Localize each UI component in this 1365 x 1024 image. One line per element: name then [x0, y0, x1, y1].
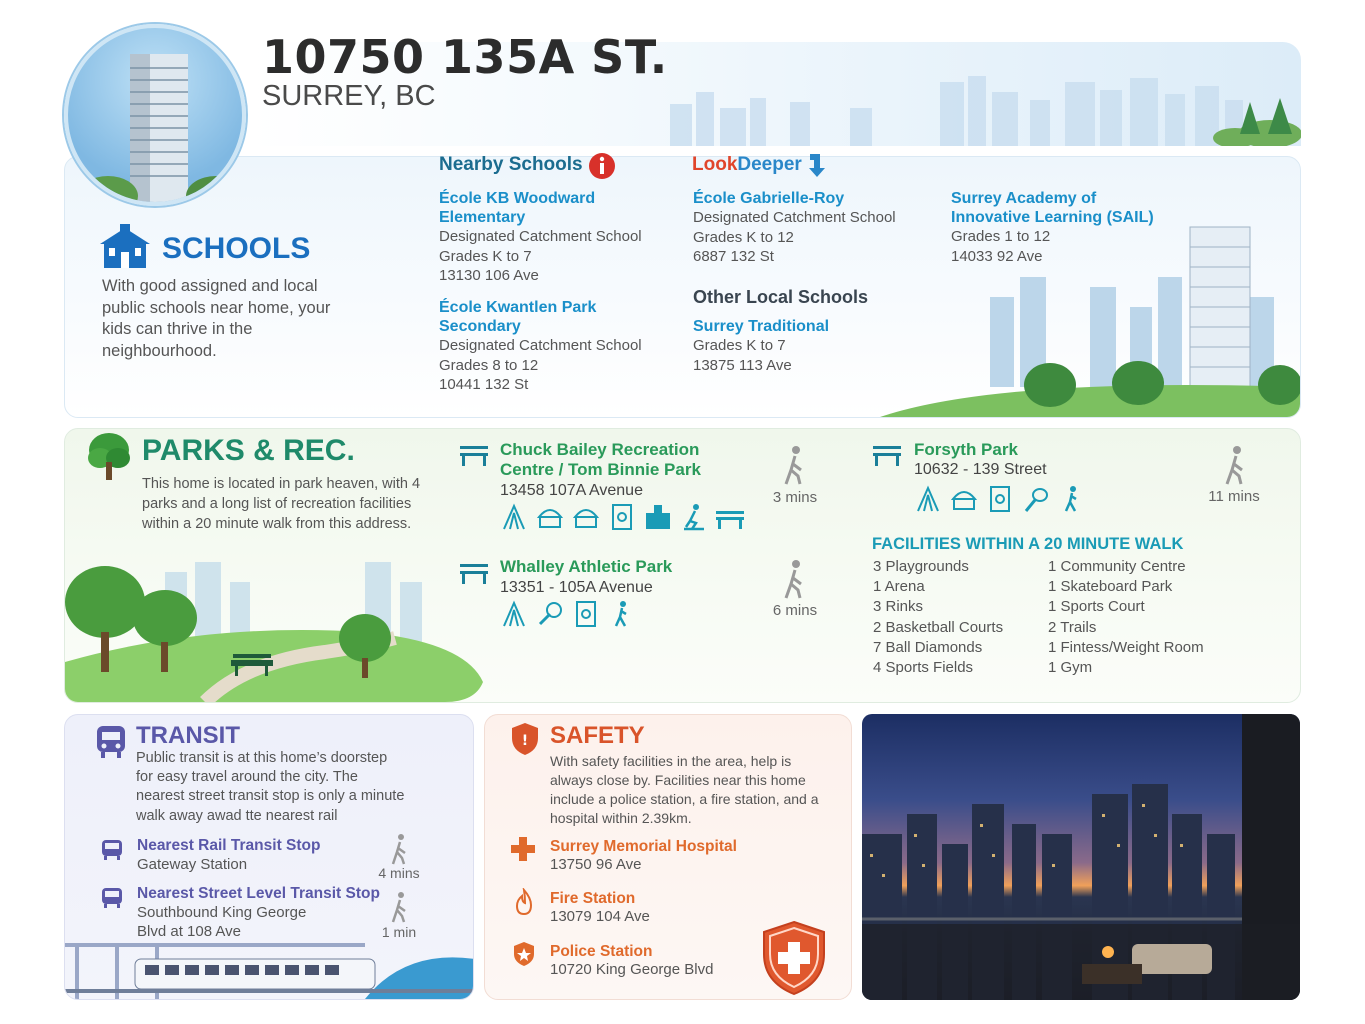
police-station-name: Police Station — [550, 943, 653, 960]
brand-deeper-text: Deeper — [737, 154, 802, 175]
parks-description: This home is located in park heaven, with 4 parks and a long list of recreation facilities within a 20 minute walk from this address. — [142, 476, 421, 532]
fire-station-address: 13079 104 Ave — [550, 908, 650, 925]
rail-stop-name: Gateway Station — [137, 856, 248, 873]
school-icon — [100, 224, 150, 270]
fire-station-name: Fire Station — [550, 890, 636, 907]
community-centre-icon — [644, 503, 672, 531]
school-grades: Grades K to 7 — [693, 337, 786, 354]
school-address: 10441 132 St — [439, 376, 529, 393]
school-entry[interactable] — [951, 189, 1154, 266]
nearby-schools-heading: Nearby Schools — [439, 154, 583, 175]
park-entry[interactable] — [914, 440, 1047, 479]
school-grades: Grades K to 7 — [439, 247, 532, 265]
court-icon — [608, 503, 636, 531]
school-type: Designated Catchment School — [439, 337, 642, 354]
school-address: 6887 132 St — [693, 248, 774, 265]
rail-stop-entry[interactable] — [137, 837, 320, 874]
playground-icon — [914, 485, 942, 513]
school-entry[interactable] — [693, 189, 896, 267]
school-grades: Grades K to 12 — [693, 228, 794, 246]
street-stop-title: Nearest Street Level Transit Stop — [137, 885, 380, 902]
police-station-entry[interactable] — [550, 943, 713, 978]
schools-description: With good assigned and local public schools near home, your kids can thrive in the neighbourhood. — [102, 277, 331, 360]
other-schools-heading: Other Local Schools — [693, 287, 869, 307]
brand-look-text: Look — [692, 154, 738, 175]
street-stop-name: Southbound King George — [137, 904, 307, 921]
walk-icon — [390, 892, 410, 924]
walk-time: 6 mins — [772, 602, 818, 619]
bus-icon — [100, 838, 124, 862]
walk-icon — [782, 446, 808, 486]
building-photo — [64, 24, 246, 206]
facility-item: 3 Rinks — [873, 598, 924, 616]
school-entry[interactable] — [439, 298, 642, 395]
hospital-address: 13750 96 Ave — [550, 856, 642, 873]
street-stop-entry[interactable] — [137, 885, 380, 941]
school-name: École Kwantlen Park — [439, 299, 597, 316]
school-grades: Grades 1 to 12 — [951, 228, 1051, 245]
walk-icon — [390, 834, 410, 866]
rink-icon — [572, 503, 600, 531]
schools-title: SCHOOLS — [162, 232, 311, 265]
park-address: 13458 107A Avenue — [500, 482, 643, 499]
svg-text:!: ! — [521, 733, 529, 749]
park-illustration — [65, 542, 485, 702]
transit-title: TRANSIT — [136, 722, 240, 749]
playground-icon — [500, 503, 528, 531]
bus-icon — [95, 724, 127, 760]
school-name: Secondary — [439, 318, 521, 335]
park-entry[interactable] — [500, 440, 701, 500]
facility-item: 7 Ball Diamonds — [873, 638, 983, 656]
school-grades: Grades 8 to 12 — [439, 356, 539, 374]
ball-diamond-icon — [536, 600, 564, 628]
park-name: Whalley Athletic Park — [500, 557, 673, 576]
park-entry[interactable] — [500, 557, 672, 597]
runner-icon — [608, 600, 636, 628]
rail-stop-title: Nearest Rail Transit Stop — [137, 837, 321, 854]
walk-time: 11 mins — [1208, 488, 1260, 505]
lookdeeper-logo[interactable] — [692, 154, 802, 176]
facility-item: 1 Skateboard Park — [1048, 578, 1173, 596]
tennis-icon — [1022, 485, 1050, 513]
school-name: Surrey Academy of — [951, 190, 1097, 207]
medical-shield-icon — [760, 920, 828, 996]
bus-icon — [100, 886, 124, 910]
address-title: 10750 135A ST. — [262, 30, 668, 84]
park-name: Chuck Bailey Recreation — [500, 440, 700, 459]
facility-item: 1 Gym — [1048, 659, 1093, 677]
hospital-entry[interactable] — [550, 838, 737, 873]
address-city: SURREY, BC — [262, 80, 436, 112]
facilities-list-right — [1048, 557, 1204, 678]
school-address: 13875 113 Ave — [693, 356, 792, 374]
walk-time: 4 mins — [378, 865, 420, 881]
school-name: Surrey Traditional — [693, 318, 830, 335]
facility-icons-row — [500, 600, 636, 628]
school-address: 14033 92 Ave — [951, 247, 1043, 265]
balcony-city-photo — [862, 714, 1300, 1000]
school-name: École KB Woodward — [439, 190, 596, 207]
facility-item: 1 Sports Court — [1048, 598, 1145, 616]
school-entry[interactable] — [439, 189, 642, 286]
street-stop-name: Blvd at 108 Ave — [137, 923, 241, 940]
tree-icon — [86, 430, 132, 482]
skater-icon — [680, 503, 708, 531]
shield-icon — [510, 722, 540, 756]
park-name: Centre / Tom Binnie Park — [500, 460, 701, 479]
transit-description: Public transit is at this home’s doorstep for easy travel around the city. The nearest street transit stop is only a minute walk away awad tte nearest rail — [136, 750, 405, 824]
school-type: Designated Catchment School — [693, 209, 896, 226]
medical-cross-icon — [510, 836, 536, 862]
arena-icon — [536, 503, 564, 531]
park-address: 10632 - 139 Street — [914, 461, 1047, 478]
facility-icons-row — [914, 485, 1086, 513]
park-name: Forsyth Park — [914, 440, 1018, 459]
walk-time: 1 min — [381, 924, 417, 940]
bench-icon — [460, 444, 488, 466]
facility-item: 2 Basketball Courts — [873, 618, 1004, 636]
facility-item: 1 Fintess/Weight Room — [1048, 638, 1204, 656]
court-icon — [986, 485, 1014, 513]
safety-title: SAFETY — [550, 722, 645, 749]
bench-icon — [460, 562, 488, 584]
walk-time: 3 mins — [772, 489, 818, 506]
facility-item: 1 Arena — [873, 578, 925, 596]
police-badge-icon — [513, 941, 535, 967]
court-icon — [572, 600, 600, 628]
safety-description: With safety facilities in the area, help is always close by. Facilities near this home include a police station, a fire station, and a hospital within 2.39km. — [550, 753, 819, 826]
facility-icons-row — [500, 503, 744, 531]
arena-icon — [950, 485, 978, 513]
walk-icon — [782, 560, 808, 600]
playground-icon — [500, 600, 528, 628]
city-night-illustration — [862, 714, 1300, 1000]
walk-icon — [1223, 446, 1249, 486]
facilities-heading: FACILITIES WITHIN A 20 MINUTE WALK — [872, 535, 1184, 553]
hospital-name: Surrey Memorial Hospital — [550, 838, 737, 855]
school-name: Innovative Learning (SAIL) — [951, 209, 1154, 226]
arrow-down-icon — [806, 152, 828, 178]
park-address: 13351 - 105A Avenue — [500, 579, 653, 596]
bench-icon — [873, 444, 901, 466]
runner-icon — [1058, 485, 1086, 513]
facility-item: 2 Trails — [1048, 618, 1097, 636]
bench-icon — [716, 503, 744, 531]
school-address: 13130 106 Ave — [439, 267, 539, 284]
school-name: Elementary — [439, 209, 526, 226]
school-name: École Gabrielle-Roy — [693, 190, 845, 207]
facility-item: 4 Sports Fields — [873, 659, 974, 677]
facility-item: 3 Playgrounds — [873, 558, 969, 575]
fire-station-entry[interactable] — [550, 890, 650, 925]
parks-title: PARKS & REC. — [142, 434, 355, 467]
facility-item: 1 Community Centre — [1048, 558, 1186, 575]
school-entry[interactable] — [693, 317, 829, 375]
fire-icon — [513, 888, 535, 916]
facilities-list-left — [873, 557, 1003, 678]
school-type: Designated Catchment School — [439, 228, 642, 245]
police-station-address: 10720 King George Blvd — [550, 961, 714, 978]
info-icon[interactable] — [588, 152, 616, 180]
